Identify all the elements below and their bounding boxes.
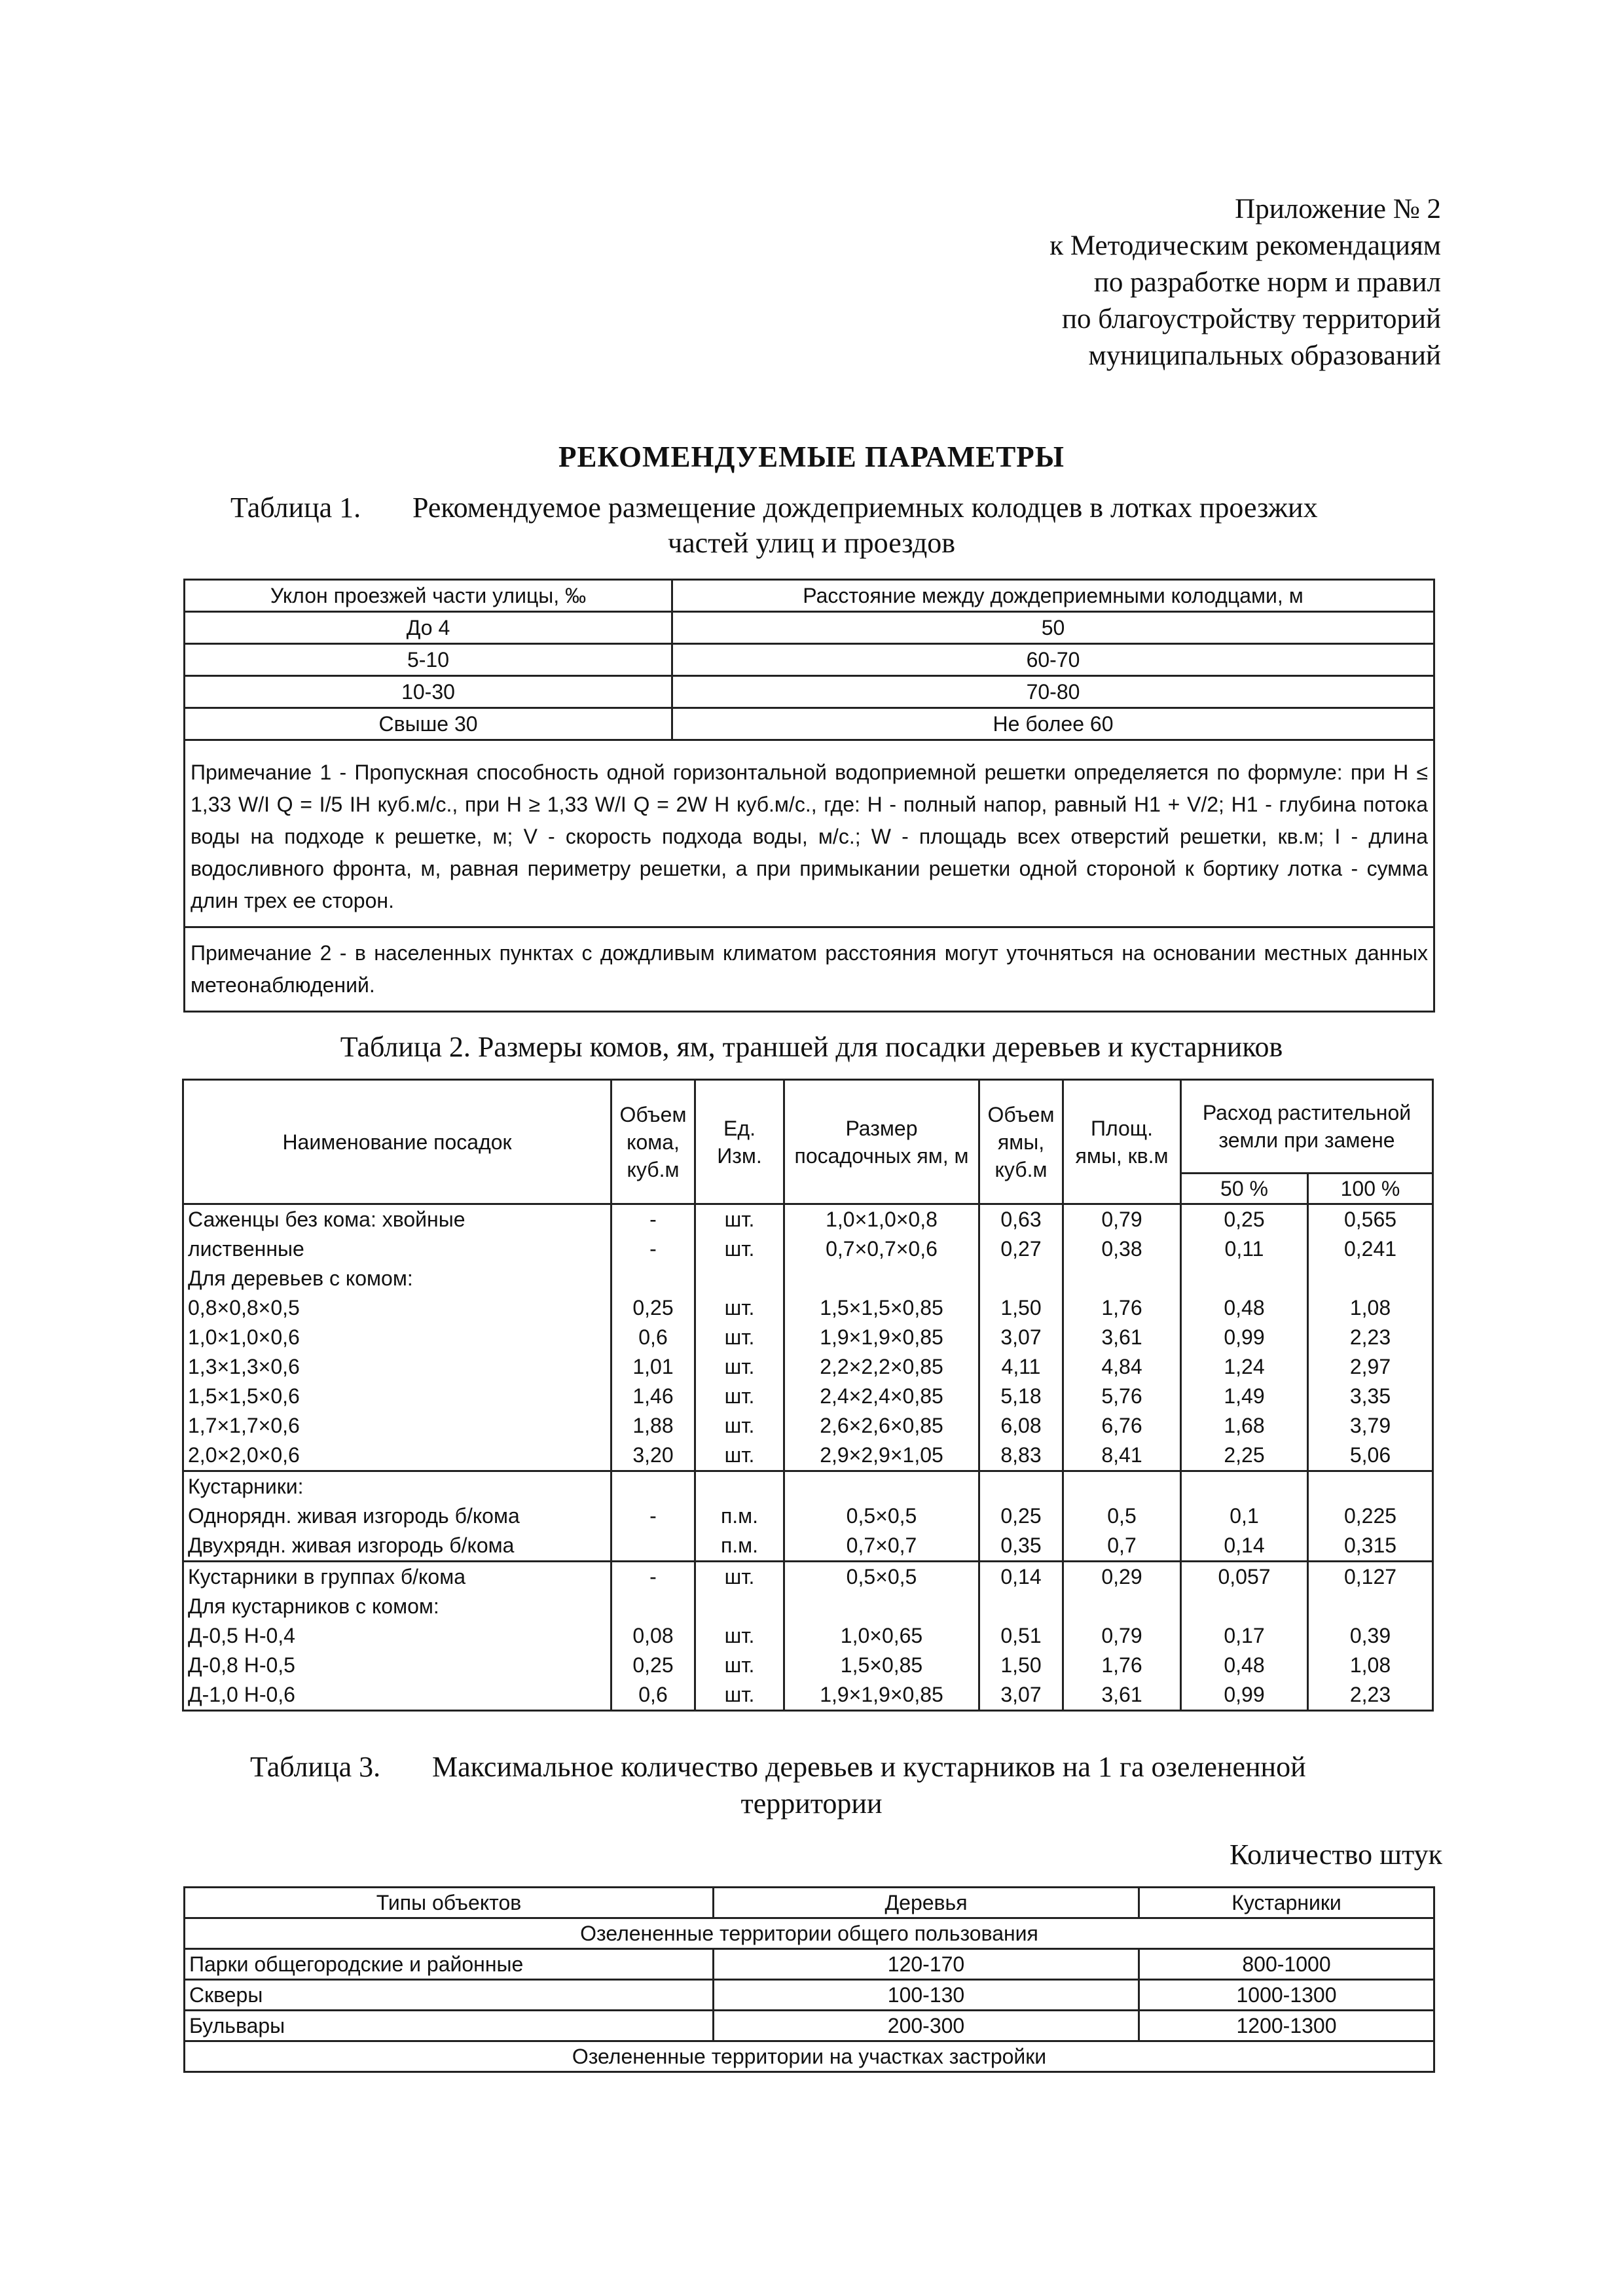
- table-cell: Для деревьев с комом:: [183, 1264, 611, 1293]
- table-cell: 0,8×0,8×0,5: [183, 1293, 611, 1323]
- table-cell: [695, 1592, 784, 1621]
- table-cell: 1,9×1,9×0,85: [784, 1680, 979, 1711]
- column-header: Типы объектов: [185, 1888, 714, 1918]
- table-row: [183, 1501, 1433, 1531]
- table-cell: 0,99: [1181, 1680, 1308, 1711]
- table-cell: 3,61: [1063, 1680, 1181, 1711]
- table-row: [185, 612, 1434, 644]
- table-cell: [1308, 1592, 1433, 1621]
- table-header-row: [183, 1080, 1433, 1174]
- table-cell: 5,18: [979, 1382, 1063, 1411]
- page-title: РЕКОМЕНДУЕМЫЕ ПАРАМЕТРЫ: [558, 440, 1065, 473]
- table-cell: 1,76: [1063, 1293, 1181, 1323]
- table-cell: 0,79: [1063, 1621, 1181, 1651]
- table-cell: 1,88: [611, 1411, 695, 1441]
- appendix-header: [786, 191, 1441, 374]
- table-cell: шт.: [695, 1234, 784, 1264]
- table-cell: Скверы: [185, 1980, 714, 2011]
- table-header-row: [185, 1888, 1434, 1918]
- table-cell: [784, 1592, 979, 1621]
- table-cell: [1063, 1264, 1181, 1293]
- table-cell: шт.: [695, 1680, 784, 1711]
- column-header: Объем ямы, куб.м: [979, 1080, 1063, 1204]
- table1-note-2: Примечание 2 - в населенных пунктах с дождливым климатом расстояния могут уточняться на основании местных данных метеонаблюдений.: [185, 927, 1434, 1012]
- table-cell: [979, 1471, 1063, 1502]
- table-cell: [1063, 1471, 1181, 1502]
- table-cell: 0,35: [979, 1531, 1063, 1562]
- table-cell: 1,0×1,0×0,8: [784, 1204, 979, 1235]
- table-row: [183, 1592, 1433, 1621]
- table-cell: 1,0×1,0×0,6: [183, 1323, 611, 1352]
- table-row: [185, 1949, 1434, 1980]
- table-row: [183, 1293, 1433, 1323]
- table-cell: [695, 1264, 784, 1293]
- table-cell: -: [611, 1204, 695, 1235]
- table-row: [183, 1204, 1433, 1235]
- table-cell: Бульвары: [185, 2011, 714, 2041]
- table-row: [183, 1234, 1433, 1264]
- table-cell: 0,7×0,7×0,6: [784, 1234, 979, 1264]
- table-cell: 0,25: [611, 1293, 695, 1323]
- table-cell: шт.: [695, 1562, 784, 1592]
- table-cell: 0,315: [1308, 1531, 1433, 1562]
- table-cell: -: [611, 1234, 695, 1264]
- table-cell: 1,46: [611, 1382, 695, 1411]
- table-cell: 0,27: [979, 1234, 1063, 1264]
- table-cell: 1000-1300: [1139, 1980, 1434, 2011]
- table-cell: 0,48: [1181, 1293, 1308, 1323]
- note-row: [185, 927, 1434, 1012]
- table-cell: шт.: [695, 1441, 784, 1471]
- table-cell: шт.: [695, 1621, 784, 1651]
- appendix-line: муниципальных образований: [1088, 340, 1441, 371]
- table-row: [183, 1621, 1433, 1651]
- table-cell: 8,83: [979, 1441, 1063, 1471]
- table-cell: -: [611, 1501, 695, 1531]
- table-cell: 0,5×0,5: [784, 1562, 979, 1592]
- table-cell: 0,14: [979, 1562, 1063, 1592]
- table1-label: Таблица 1.: [230, 492, 361, 524]
- table-row: [183, 1531, 1433, 1562]
- table-row: [183, 1562, 1433, 1592]
- table-cell: [1308, 1264, 1433, 1293]
- column-header: Кустарники: [1139, 1888, 1434, 1918]
- table-cell: 3,79: [1308, 1411, 1433, 1441]
- table-cell: Кустарники:: [183, 1471, 611, 1502]
- column-header: Деревья: [714, 1888, 1139, 1918]
- table-cell: Д-1,0 Н-0,6: [183, 1680, 611, 1711]
- table-cell: 2,6×2,6×0,85: [784, 1411, 979, 1441]
- table3-caption-cont: территории: [740, 1787, 883, 1820]
- appendix-line: по благоустройству территорий: [1061, 304, 1441, 334]
- table1-note-1: Примечание 1 - Пропускная способность одной горизонтальной водоприемной решетки определяется по формуле: при H ≤ 1,33 W/I Q = I/5 IH куб.м/с., при H ≥ 1,33 W/I Q = 2W H куб.м/с., где: H - полный напор, равный H1 + V/2; H1 - глубина потока воды на подходе к решетке, м; V - скорость подхода воды, м/с.; W - площадь всех отверстий решетки, кв.м; I - длина водосливного фронта, м, равная периметру решетки, а при примыкании решетки одной стороной к бортику лотка - сумма длин трех ее сторон.: [185, 740, 1434, 927]
- table-cell: шт.: [695, 1323, 784, 1352]
- table-cell: 3,61: [1063, 1323, 1181, 1352]
- table2-planting-pits: [182, 1079, 1434, 1712]
- table3-caption: Максимальное количество деревьев и кустарников на 1 га озелененной: [432, 1751, 1306, 1783]
- column-header: Объем кома, куб.м: [611, 1080, 695, 1204]
- table-cell: 2,23: [1308, 1680, 1433, 1711]
- table-cell: 0,38: [1063, 1234, 1181, 1264]
- table-cell: 50: [672, 612, 1434, 644]
- table-cell: [784, 1471, 979, 1502]
- table3-unit-note: Количество штук: [1230, 1839, 1442, 1871]
- table-cell: 1200-1300: [1139, 2011, 1434, 2041]
- table-cell: 120-170: [714, 1949, 1139, 1980]
- table-row: [185, 708, 1434, 740]
- table1-caption-cont: частей улиц и проездов: [667, 527, 956, 559]
- table-cell: Кустарники в группах б/кома: [183, 1562, 611, 1592]
- table-cell: [979, 1592, 1063, 1621]
- table-cell: 0,6: [611, 1680, 695, 1711]
- table-cell: [695, 1471, 784, 1502]
- table-row: [183, 1323, 1433, 1352]
- table-cell: 5-10: [185, 644, 672, 676]
- table-cell: 0,25: [1181, 1204, 1308, 1235]
- column-header: Уклон проезжей части улицы, ‰: [185, 580, 672, 612]
- table-cell: 0,5×0,5: [784, 1501, 979, 1531]
- table-row: [183, 1411, 1433, 1441]
- table-cell: 1,08: [1308, 1293, 1433, 1323]
- table-row: [183, 1352, 1433, 1382]
- table-cell: 5,06: [1308, 1441, 1433, 1471]
- table-cell: 2,23: [1308, 1323, 1433, 1352]
- section-heading: Озелененные территории общего пользования: [185, 1918, 1434, 1949]
- table-cell: [1181, 1264, 1308, 1293]
- table-cell: шт.: [695, 1411, 784, 1441]
- table-cell: 0,17: [1181, 1621, 1308, 1651]
- table-row: [183, 1264, 1433, 1293]
- table-cell: 0,11: [1181, 1234, 1308, 1264]
- table1-drain-wells: [183, 579, 1435, 1013]
- table-row: [183, 1441, 1433, 1471]
- table-cell: 3,07: [979, 1323, 1063, 1352]
- section-heading: Озелененные территории на участках застройки: [185, 2041, 1434, 2072]
- table-cell: 0,565: [1308, 1204, 1433, 1235]
- table-cell: 0,29: [1063, 1562, 1181, 1592]
- table1-caption: Рекомендуемое размещение дождеприемных колодцев в лотках проезжих: [412, 492, 1318, 524]
- table3-label: Таблица 3.: [250, 1751, 381, 1783]
- column-header: Расход растительной земли при замене: [1181, 1080, 1433, 1174]
- appendix-line: по разработке норм и правил: [1093, 267, 1441, 298]
- table-cell: 0,127: [1308, 1562, 1433, 1592]
- appendix-line: к Методическим рекомендациям: [1049, 230, 1441, 261]
- table-cell: [611, 1471, 695, 1502]
- table-cell: [979, 1264, 1063, 1293]
- table-cell: Для кустарников с комом:: [183, 1592, 611, 1621]
- table-cell: шт.: [695, 1651, 784, 1680]
- table-cell: [611, 1592, 695, 1621]
- table-cell: 1,76: [1063, 1651, 1181, 1680]
- table-cell: 6,08: [979, 1411, 1063, 1441]
- table-cell: [611, 1531, 695, 1562]
- table-cell: 1,01: [611, 1352, 695, 1382]
- table-cell: 100-130: [714, 1980, 1139, 2011]
- table-cell: 1,50: [979, 1293, 1063, 1323]
- table-cell: 0,241: [1308, 1234, 1433, 1264]
- table-cell: 0,63: [979, 1204, 1063, 1235]
- table-cell: Однорядн. живая изгородь б/кома: [183, 1501, 611, 1531]
- table-cell: 0,7: [1063, 1531, 1181, 1562]
- table-cell: [1181, 1592, 1308, 1621]
- section-row: [185, 2041, 1434, 2072]
- column-header: 100 %: [1308, 1174, 1433, 1204]
- table-cell: 0,25: [611, 1651, 695, 1680]
- table-cell: Парки общегородские и районные: [185, 1949, 714, 1980]
- table-cell: 1,5×0,85: [784, 1651, 979, 1680]
- table-cell: 2,97: [1308, 1352, 1433, 1382]
- table3-max-plants: [183, 1886, 1435, 2073]
- table-cell: п.м.: [695, 1501, 784, 1531]
- table-row: [183, 1382, 1433, 1411]
- table-cell: 0,057: [1181, 1562, 1308, 1592]
- column-header: 50 %: [1181, 1174, 1308, 1204]
- table-cell: Двухрядн. живая изгородь б/кома: [183, 1531, 611, 1562]
- table-cell: 1,08: [1308, 1651, 1433, 1680]
- table-cell: 2,0×2,0×0,6: [183, 1441, 611, 1471]
- table-cell: 2,9×2,9×1,05: [784, 1441, 979, 1471]
- table-row: [183, 1471, 1433, 1502]
- table-cell: Д-0,5 Н-0,4: [183, 1621, 611, 1651]
- column-header: Расстояние между дождеприемными колодцами, м: [672, 580, 1434, 612]
- table-cell: Свыше 30: [185, 708, 672, 740]
- table-cell: 800-1000: [1139, 1949, 1434, 1980]
- table-row: [185, 1980, 1434, 2011]
- table-cell: Д-0,8 Н-0,5: [183, 1651, 611, 1680]
- table-cell: шт.: [695, 1204, 784, 1235]
- table-cell: 1,0×0,65: [784, 1621, 979, 1651]
- column-header: Размер посадочных ям, м: [784, 1080, 979, 1204]
- table-cell: 3,35: [1308, 1382, 1433, 1411]
- table-cell: Саженцы без кома: хвойные: [183, 1204, 611, 1235]
- table-cell: 8,41: [1063, 1441, 1181, 1471]
- table-cell: 10-30: [185, 676, 672, 708]
- table-cell: 0,5: [1063, 1501, 1181, 1531]
- table-cell: 2,4×2,4×0,85: [784, 1382, 979, 1411]
- table-cell: [611, 1264, 695, 1293]
- table-cell: 5,76: [1063, 1382, 1181, 1411]
- table-cell: 0,7×0,7: [784, 1531, 979, 1562]
- table-cell: 0,6: [611, 1323, 695, 1352]
- column-header: Наименование посадок: [183, 1080, 611, 1204]
- table-row: [183, 1651, 1433, 1680]
- table-cell: [1181, 1471, 1308, 1502]
- table2-caption: Таблица 2. Размеры комов, ям, траншей для посадки деревьев и кустарников: [340, 1031, 1283, 1063]
- table-cell: 0,39: [1308, 1621, 1433, 1651]
- table-cell: [784, 1264, 979, 1293]
- table-cell: 70-80: [672, 676, 1434, 708]
- table-cell: шт.: [695, 1293, 784, 1323]
- table-cell: 1,50: [979, 1651, 1063, 1680]
- table-cell: [1308, 1471, 1433, 1502]
- table-row: [183, 1680, 1433, 1711]
- table-cell: лиственные: [183, 1234, 611, 1264]
- table-cell: 1,9×1,9×0,85: [784, 1323, 979, 1352]
- table-cell: 3,07: [979, 1680, 1063, 1711]
- table-cell: 1,3×1,3×0,6: [183, 1352, 611, 1382]
- table-cell: 0,14: [1181, 1531, 1308, 1562]
- table-cell: 60-70: [672, 644, 1434, 676]
- table-cell: шт.: [695, 1352, 784, 1382]
- column-header: Ед. Изм.: [695, 1080, 784, 1204]
- table-cell: Не более 60: [672, 708, 1434, 740]
- table-cell: п.м.: [695, 1531, 784, 1562]
- table-cell: [1063, 1592, 1181, 1621]
- table-cell: 1,5×1,5×0,6: [183, 1382, 611, 1411]
- table-cell: 0,08: [611, 1621, 695, 1651]
- table-cell: 0,99: [1181, 1323, 1308, 1352]
- table-cell: 0,79: [1063, 1204, 1181, 1235]
- note-row: [185, 740, 1434, 927]
- table-cell: 2,2×2,2×0,85: [784, 1352, 979, 1382]
- table-cell: 6,76: [1063, 1411, 1181, 1441]
- table-cell: 1,5×1,5×0,85: [784, 1293, 979, 1323]
- appendix-line: Приложение № 2: [1235, 194, 1441, 224]
- table-header-row: [185, 580, 1434, 612]
- table-cell: 0,1: [1181, 1501, 1308, 1531]
- table-cell: 200-300: [714, 2011, 1139, 2041]
- table-cell: 1,68: [1181, 1411, 1308, 1441]
- section-row: [185, 1918, 1434, 1949]
- table-cell: 0,225: [1308, 1501, 1433, 1531]
- table-cell: 2,25: [1181, 1441, 1308, 1471]
- table-cell: шт.: [695, 1382, 784, 1411]
- table-cell: 1,24: [1181, 1352, 1308, 1382]
- table-row: [185, 2011, 1434, 2041]
- table-row: [185, 644, 1434, 676]
- table-cell: 3,20: [611, 1441, 695, 1471]
- table-cell: До 4: [185, 612, 672, 644]
- table-cell: 0,25: [979, 1501, 1063, 1531]
- table-cell: 1,49: [1181, 1382, 1308, 1411]
- table-cell: -: [611, 1562, 695, 1592]
- table-cell: 0,48: [1181, 1651, 1308, 1680]
- table-cell: 0,51: [979, 1621, 1063, 1651]
- column-header: Площ. ямы, кв.м: [1063, 1080, 1181, 1204]
- table-cell: 1,7×1,7×0,6: [183, 1411, 611, 1441]
- table-cell: 4,11: [979, 1352, 1063, 1382]
- table-cell: 4,84: [1063, 1352, 1181, 1382]
- table-row: [185, 676, 1434, 708]
